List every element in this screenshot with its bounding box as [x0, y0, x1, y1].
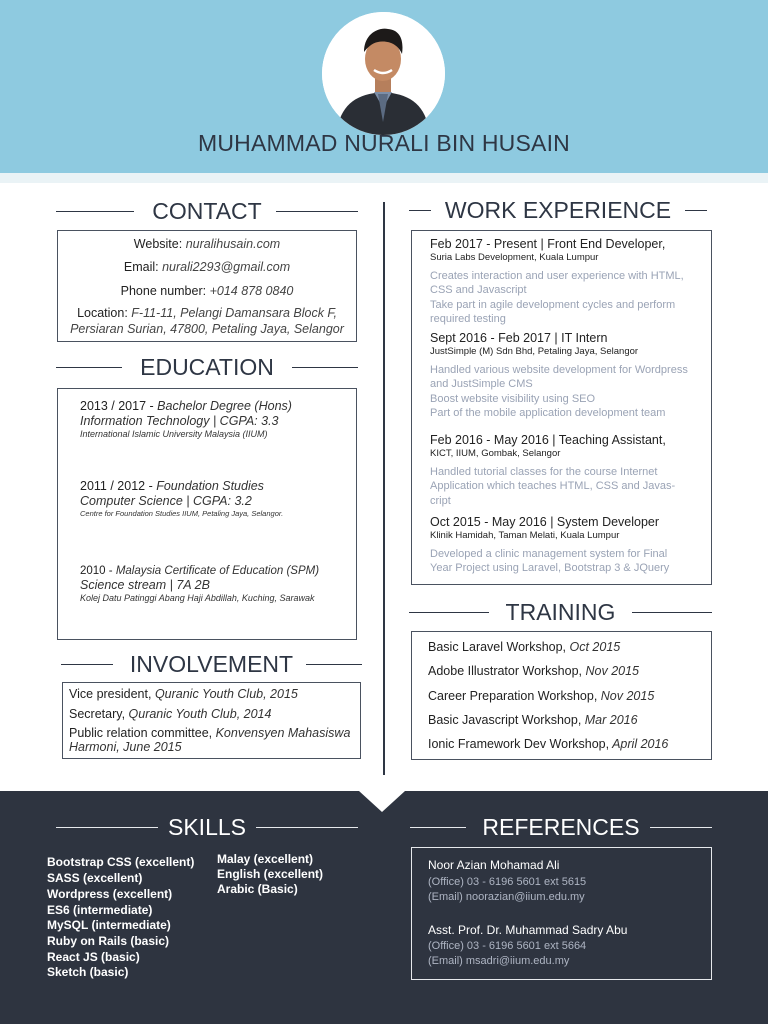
language-item: Arabic (Basic): [217, 882, 298, 896]
person-icon: [322, 12, 445, 135]
edu-field: Information Technology | CGPA: 3.3: [80, 414, 279, 428]
job-entry: [430, 331, 692, 420]
heading-rule: [292, 367, 358, 368]
phone-value: +014 878 0840: [209, 284, 294, 298]
inv-org: Konvensyen Mahasiswa: [212, 726, 351, 740]
skill-item: Ruby on Rails (basic): [47, 934, 170, 948]
edu-degree: Bachelor Degree (Hons): [157, 399, 292, 413]
training-name: Career Preparation Workshop,: [428, 689, 598, 703]
involvement-item: [69, 706, 356, 722]
reference-email[interactable]: (Email) msadri@iium.edu.my: [428, 955, 570, 967]
website-value[interactable]: nuralihusain.com: [185, 237, 281, 251]
reference-name: Noor Azian Mohamad Ali: [428, 858, 560, 872]
job-desc-line: Handled tutorial classes for the course Internet: [430, 466, 658, 478]
job-title: Feb 2017 - Present | Front End Developer,: [430, 237, 666, 251]
job-desc-line: Application which teaches HTML, CSS and Javas-: [430, 480, 676, 493]
heading-rule: [256, 827, 358, 828]
references-heading: [410, 812, 712, 842]
skills-heading: [56, 812, 358, 842]
training-date: Nov 2015: [582, 664, 639, 678]
training-item: [428, 713, 638, 727]
involvement-item: [69, 686, 356, 702]
training-name: Basic Javascript Workshop,: [428, 713, 582, 727]
website-label: Website:: [133, 237, 183, 251]
job-desc-line: Boost website visibility using SEO: [430, 392, 596, 405]
job-desc-line: Developed a clinic management system for Final: [430, 548, 668, 560]
references-title: REFERENCES: [482, 814, 640, 840]
job-description: [430, 269, 692, 326]
job-company: Suria Labs Development, Kuala Lumpur: [430, 252, 599, 263]
job-desc-line: and JustSimple CMS: [430, 378, 533, 391]
training-heading: [409, 597, 712, 627]
heading-rule: [276, 211, 358, 212]
contact-website: [58, 237, 356, 251]
inv-role: Secretary,: [69, 707, 126, 721]
training-name: Adobe Illustrator Workshop,: [428, 664, 583, 678]
person-name: MUHAMMAD NURALI BIN HUSAIN: [198, 130, 570, 156]
training-title: TRAINING: [505, 599, 616, 625]
job-company: Klinik Hamidah, Taman Melati, Kuala Lumpur: [430, 530, 620, 541]
job-entry: [430, 237, 692, 326]
reference-phone: (Office) 03 - 6196 5601 ext 5615: [428, 876, 587, 888]
skill-item: Wordpress (excellent): [47, 887, 173, 901]
email-label: Email:: [123, 260, 159, 274]
job-company: JustSimple (M) Sdn Bhd, Petaling Jaya, Selangor: [430, 346, 639, 357]
job-title: Sept 2016 - Feb 2017 | IT Intern: [430, 331, 608, 345]
edu-field: Science stream | 7A 2B: [80, 578, 210, 592]
edu-years: 2013 / 2017 -: [80, 399, 158, 413]
job-entry: [430, 515, 692, 576]
inv-role: Public relation committee,: [69, 726, 213, 740]
job-desc-line: CSS and Javascript: [430, 284, 527, 297]
job-entry: [430, 433, 692, 508]
training-item: [428, 640, 620, 654]
training-date: Mar 2016: [581, 713, 638, 727]
edu-years: 2011 / 2012 -: [80, 479, 157, 493]
training-item: [428, 737, 668, 751]
education-item: [80, 479, 283, 518]
training-date: April 2016: [609, 737, 669, 751]
header-divider-strip: [0, 173, 768, 183]
profile-photo: [322, 12, 445, 135]
education-heading: [56, 352, 358, 382]
job-desc-line: Handled various website development for Wordpress: [430, 364, 688, 376]
training-item: [428, 664, 639, 678]
job-title: Oct 2015 - May 2016 | System Developer: [430, 515, 660, 529]
edu-degree: Malaysia Certificate of Education (SPM): [115, 565, 320, 577]
involvement-box: [62, 682, 361, 759]
training-name: Ionic Framework Dev Workshop,: [428, 737, 610, 751]
contact-location-2: [58, 322, 356, 336]
training-date: Oct 2015: [566, 640, 621, 654]
job-desc-line: Part of the mobile application development team: [430, 406, 666, 419]
references-box: [411, 847, 712, 980]
job-description: [430, 465, 692, 508]
email-value[interactable]: nurali2293@gmail.com: [162, 260, 291, 274]
education-title: EDUCATION: [140, 354, 274, 380]
location-value-2: Persiaran Surian, 47800, Petaling Jaya, Selangor: [70, 322, 344, 336]
heading-rule: [650, 827, 712, 828]
involvement-item-cont: [69, 739, 356, 755]
work-box: [411, 230, 712, 585]
heading-rule: [685, 210, 707, 211]
skill-item: Bootstrap CSS (excellent): [47, 855, 195, 869]
job-description: [430, 363, 692, 420]
column-divider: [383, 202, 385, 775]
contact-location: [58, 306, 356, 320]
education-item: [80, 565, 319, 603]
skill-item: SASS (excellent): [47, 871, 143, 885]
training-name: Basic Laravel Workshop,: [428, 640, 567, 654]
job-company: KICT, IIUM, Gombak, Selangor: [430, 448, 561, 459]
language-item: English (excellent): [217, 867, 324, 881]
skill-item: React JS (basic): [47, 950, 140, 964]
job-desc-line: Year Project using Laravel, Bootstrap 3 & JQuery: [430, 562, 670, 575]
involvement-title: INVOLVEMENT: [129, 651, 294, 677]
edu-school: Kolej Datu Patinggi Abang Haji Abdillah, Kuching, Sarawak: [80, 593, 315, 603]
edu-school: Centre for Foundation Studies IIUM, Petaling Jaya, Selangor.: [80, 509, 284, 518]
reference-name: Asst. Prof. Dr. Muhammad Sadry Abu: [428, 923, 628, 937]
skill-item: MySQL (intermediate): [47, 918, 171, 932]
reference-phone: (Office) 03 - 6196 5601 ext 5664: [428, 940, 587, 952]
training-box: [411, 631, 712, 760]
involvement-heading: [61, 649, 362, 679]
contact-heading: [56, 196, 358, 226]
inv-org: Quranic Youth Club, 2014: [125, 707, 272, 721]
inv-org: Quranic Youth Club, 2015: [151, 687, 298, 701]
education-box: [57, 388, 357, 640]
job-description: [430, 547, 692, 576]
contact-box: [57, 230, 357, 342]
training-date: Nov 2015: [597, 689, 655, 703]
heading-rule: [632, 612, 712, 613]
reference-email[interactable]: (Email) noorazian@iium.edu.my: [428, 891, 585, 903]
skill-item: ES6 (intermediate): [47, 903, 153, 917]
edu-school: International Islamic University Malaysia (IIUM): [80, 429, 268, 439]
language-item: Malay (excellent): [217, 852, 314, 866]
heading-rule: [306, 664, 362, 665]
edu-years: 2010 -: [80, 565, 116, 577]
job-title: Feb 2016 - May 2016 | Teaching Assistant,: [430, 433, 666, 447]
inv-role: Vice president,: [69, 687, 152, 701]
contact-title: CONTACT: [152, 198, 262, 224]
training-item: [428, 689, 654, 703]
work-title: WORK EXPERIENCE: [444, 197, 672, 223]
phone-label: Phone number:: [120, 284, 207, 298]
edu-degree: Foundation Studies: [156, 479, 264, 493]
job-desc-line: Take part in agile development cycles and perform: [430, 298, 676, 311]
job-desc-line: cript: [430, 494, 451, 507]
inv-org-2: Harmoni, June 2015: [69, 740, 182, 754]
education-item: [80, 399, 292, 439]
skill-item: Sketch (basic): [47, 965, 129, 979]
contact-phone: [58, 284, 356, 298]
job-desc-line: Creates interaction and user experience with HTML,: [430, 270, 684, 282]
contact-email: [58, 260, 356, 274]
work-heading: [409, 195, 707, 225]
edu-field: Computer Science | CGPA: 3.2: [80, 494, 252, 508]
notch-arrow-icon: [359, 791, 405, 812]
skills-title: SKILLS: [168, 814, 246, 840]
location-label: Location:: [77, 306, 128, 320]
job-desc-line: required testing: [430, 312, 506, 325]
location-value-1: F-11-11, Pelangi Damansara Block F,: [131, 306, 337, 320]
